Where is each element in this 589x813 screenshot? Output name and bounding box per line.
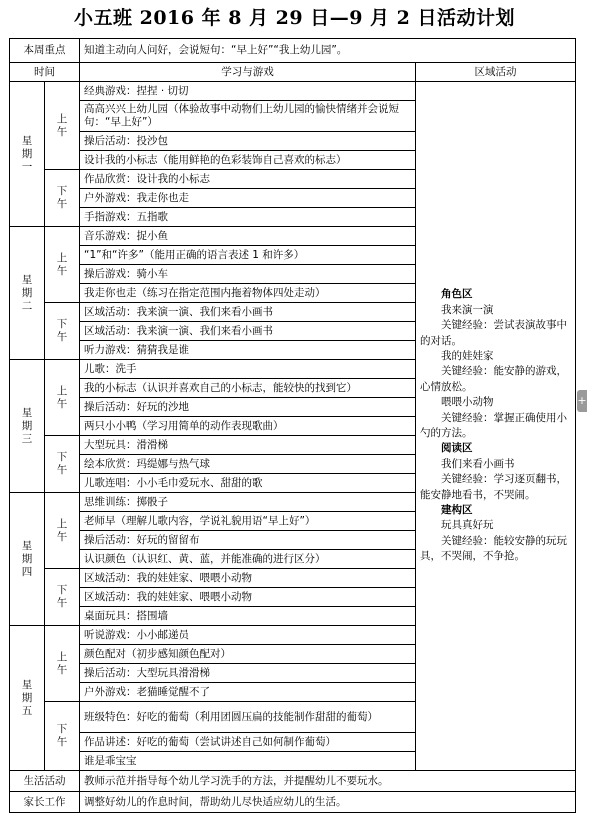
region-item-title: 喂喂小动物 — [441, 396, 494, 409]
header-region: 区域活动 — [416, 63, 576, 82]
activity-cell: 操后活动：好玩的留留布 — [80, 531, 416, 550]
activity-cell: 区域活动：我来演一演、我们来看小画书 — [80, 322, 416, 341]
day-label: 星 期 五 — [10, 626, 45, 771]
region-item-key-experience: 关键经验：学习逐页翻书，能安静地看书，不哭闹。 — [420, 473, 567, 501]
activity-cell: 大型玩具：滑滑梯 — [80, 436, 416, 455]
activity-cell: 我的小标志（认识并喜欢自己的小标志，能较快的找到它） — [80, 379, 416, 398]
region-group-heading: 建构区 — [441, 504, 473, 517]
day-label: 星 期 三 — [10, 360, 45, 493]
half-day-label: 上 午 — [45, 82, 80, 170]
activity-cell: “1”和“许多”（能用正确的语言表述 1 和许多） — [80, 246, 416, 265]
activity-cell: 音乐游戏：捉小鱼 — [80, 227, 416, 246]
life-activity-label: 生活活动 — [10, 771, 80, 792]
activity-cell: 操后游戏：骑小车 — [80, 265, 416, 284]
region-activity-cell — [416, 82, 576, 771]
activity-cell: 桌面玩具：搭围墙 — [80, 607, 416, 626]
header-learn: 学习与游戏 — [80, 63, 416, 82]
table-row — [10, 82, 576, 101]
region-item-title: 玩具真好玩 — [441, 519, 494, 532]
activity-cell: 作品欣赏：设计我的小标志 — [80, 170, 416, 189]
activity-cell: 手指游戏：五指歌 — [80, 208, 416, 227]
half-day-label: 上 午 — [45, 227, 80, 303]
activity-cell: 设计我的小标志（能用鲜艳的色彩装饰自己喜欢的标志） — [80, 151, 416, 170]
activity-cell: 操后活动：大型玩具滑滑梯 — [80, 664, 416, 683]
region-item-title: 我来演一演 — [441, 303, 494, 316]
half-day-label: 下 午 — [45, 436, 80, 493]
activity-cell: 思维训练：掷骰子 — [80, 493, 416, 512]
page-title: 小五班 2016 年 8 月 29 日—9 月 2 日活动计划 — [73, 7, 515, 29]
region-item-title: 我的娃娃家 — [441, 349, 494, 362]
region-item-key-experience: 关键经验：能安静的游戏，心情放松。 — [420, 365, 567, 393]
half-day-label: 下 午 — [45, 569, 80, 626]
activity-plan-table — [9, 38, 576, 813]
region-item-key-experience: 关键经验：尝试表演故事中的对话。 — [420, 319, 567, 347]
parent-work-text: 调整好幼儿的作息时间，帮助幼儿尽快适应幼儿的生活。 — [80, 792, 576, 813]
activity-cell: 户外游戏：老猫睡觉醒不了 — [80, 683, 416, 702]
activity-cell: 作品讲述：好吃的葡萄（尝试讲述自己如何制作葡萄） — [80, 733, 416, 752]
activity-cell: 儿歌连唱：小小毛巾爱玩水、甜甜的歌 — [80, 474, 416, 493]
region-item-key-experience: 关键经验：能较安静的玩玩具，不哭闹，不争抢。 — [420, 534, 567, 563]
activity-cell: 经典游戏：捏捏 · 切切 — [80, 82, 416, 101]
activity-cell: 儿歌：洗手 — [80, 360, 416, 379]
activity-cell: 班级特色：好吃的葡萄（利用团圆压扁的技能制作甜甜的葡萄） — [80, 702, 416, 733]
activity-cell: 绘本欣赏：玛缇娜与热气球 — [80, 455, 416, 474]
activity-cell: 区域活动：我来演一演、我们来看小画书 — [80, 303, 416, 322]
side-expand-button[interactable]: + — [577, 390, 587, 412]
activity-cell: 听说游戏：小小邮递员 — [80, 626, 416, 645]
activity-cell: 老师早（理解儿歌内容，学说礼貌用语“早上好”） — [80, 512, 416, 531]
region-group-heading: 角色区 — [441, 288, 473, 301]
focus-label: 本周重点 — [10, 39, 80, 63]
activity-cell: 户外游戏：我走你也走 — [80, 189, 416, 208]
half-day-label: 下 午 — [45, 170, 80, 227]
life-activity-text: 教师示范并指导每个幼儿学习洗手的方法，并提醒幼儿不要玩水。 — [80, 771, 576, 792]
activity-cell: 听力游戏：猜猜我是谁 — [80, 341, 416, 360]
activity-cell: 操后活动：投沙包 — [80, 132, 416, 151]
header-time: 时间 — [10, 63, 80, 82]
activity-cell: 认识颜色（认识红、黄、蓝，并能准确的进行区分） — [80, 550, 416, 569]
day-label: 星 期 二 — [10, 227, 45, 360]
activity-cell: 区域活动：我的娃娃家、喂喂小动物 — [80, 588, 416, 607]
half-day-label: 上 午 — [45, 493, 80, 569]
activity-cell: 我走你也走（练习在指定范围内拖着物体四处走动） — [80, 284, 416, 303]
activity-cell: 颜色配对（初步感知颜色配对） — [80, 645, 416, 664]
half-day-label: 上 午 — [45, 360, 80, 436]
activity-cell: 区域活动：我的娃娃家、喂喂小动物 — [80, 569, 416, 588]
parent-work-label: 家长工作 — [10, 792, 80, 813]
region-item-title: 我们来看小画书 — [441, 457, 515, 470]
activity-cell: 操后活动：好玩的沙地 — [80, 398, 416, 417]
half-day-label: 下 午 — [45, 303, 80, 360]
activity-cell: 两只小小鸭（学习用简单的动作表现歌曲） — [80, 417, 416, 436]
activity-cell: 谁是乖宝宝 — [80, 752, 416, 771]
half-day-label: 下 午 — [45, 702, 80, 771]
day-label: 星 期 一 — [10, 82, 45, 227]
region-item-key-experience: 关键经验：掌握正确使用小勺的方法。 — [420, 411, 567, 439]
region-group-heading: 阅读区 — [441, 442, 473, 455]
focus-text: 知道主动向人问好，会说短句：“早上好”“我上幼儿园”。 — [80, 39, 576, 63]
half-day-label: 上 午 — [45, 626, 80, 702]
activity-cell: 高高兴兴上幼儿园（体验故事中动物们上幼儿园的愉快情绪并会说短句：“早上好”） — [80, 101, 416, 132]
day-label: 星 期 四 — [10, 493, 45, 626]
